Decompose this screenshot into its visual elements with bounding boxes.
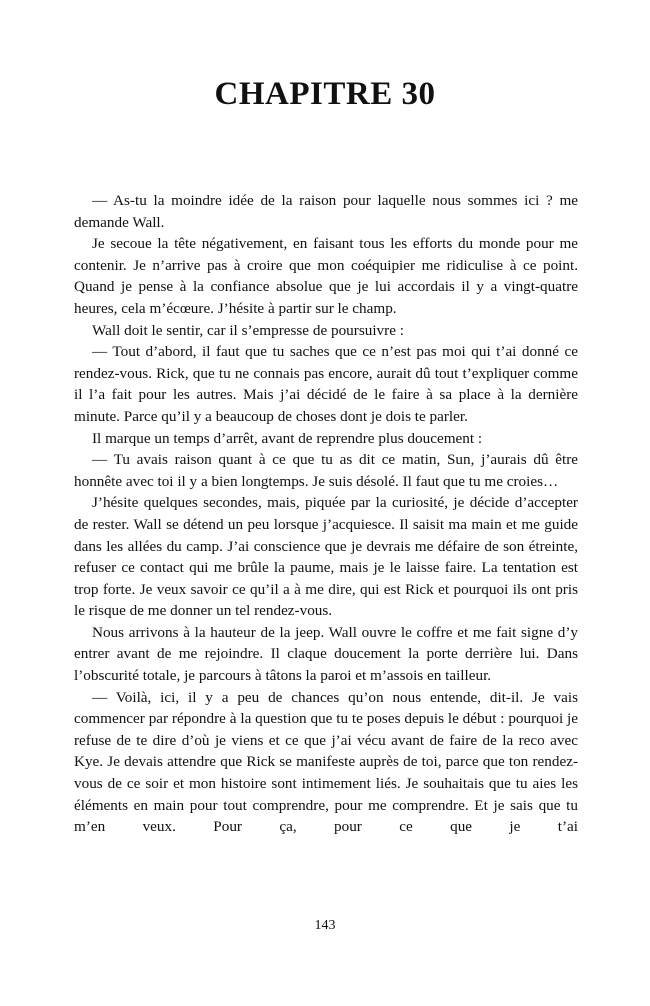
paragraph: — Tu avais raison quant à ce que tu as dit ce matin, Sun, j’aurais dû être honnête avec toi il y a bien longtemps. Je suis désolé. Il faut que tu me croies… xyxy=(74,451,578,490)
paragraph: Wall doit le sentir, car il s’empresse de poursuivre : xyxy=(92,321,404,339)
chapter-title: CHAPITRE 30 xyxy=(214,76,436,112)
paragraph: J’hésite quelques secondes, mais, piquée par la curiosité, je décide d’accepter de rester. Wall se détend un peu lorsque j’acquiesce. Il saisit ma main et me guide dans les allées du camp. J’ai conscience que je devrais me défaire de son étreinte, refuser ce contact qui me brûle la paume, mais je le laisse faire. La tentation est trop forte. Je veux savoir ce qu’il a à me dire, qui est Rick et pourquoi ils ont pris le risque de me donner un tel rendez-vous. xyxy=(74,494,578,620)
paragraph: — Tout d’abord, il faut que tu saches que ce n’est pas moi qui t’ai donné ce rendez-vous. Rick, que tu ne connais pas encore, aurait dû tout t’expliquer comme il l’a fait pour les autres. Mais j’ai décidé de le faire à sa place à la dernière minute. Parce qu’il y a beaucoup de choses dont je dois te parler. xyxy=(74,343,578,425)
paragraph: — Voilà, ici, il y a peu de chances qu’on nous entende, dit-il. Je vais commencer par répondre à la question que tu te poses depuis le début : pourquoi je refuse de te dire d’où je viens et ce que j’ai vécu avant de faire de la reco avec Kye. Je devais attendre que Rick se manifeste auprès de toi, parce que ton rendez-vous de ce soir et mon histoire sont intimement liés. Je souhaitais que tu aies les éléments en main pour tout comprendre, pour me comprendre. Et je sais que tu m’en veux. Pour ça, pour ce que je t’ai xyxy=(74,688,578,836)
body-text xyxy=(74,190,578,838)
paragraph: Nous arrivons à la hauteur de la jeep. Wall ouvre le coffre et me fait signe d’y entrer avant de me rejoindre. Il claque doucement la porte derrière lui. Dans l’obscurité totale, je parcours à tâtons la paroi et m’assois en tailleur. xyxy=(74,623,578,685)
paragraph: — As-tu la moindre idée de la raison pour laquelle nous sommes ici ? me demande Wall. xyxy=(74,192,578,231)
paragraph: Je secoue la tête négativement, en faisant tous les efforts du monde pour me contenir. Je n’arrive pas à croire que mon coéquipier me ridiculise à ce point. Quand je pense à la confiance absolue que je lui accordais il y a vingt-quatre heures, cela m’écœure. J’hésite à partir sur le champ. xyxy=(74,235,578,317)
page-number: 143 xyxy=(314,918,336,933)
paragraph: Il marque un temps d’arrêt, avant de reprendre plus doucement : xyxy=(92,429,483,447)
